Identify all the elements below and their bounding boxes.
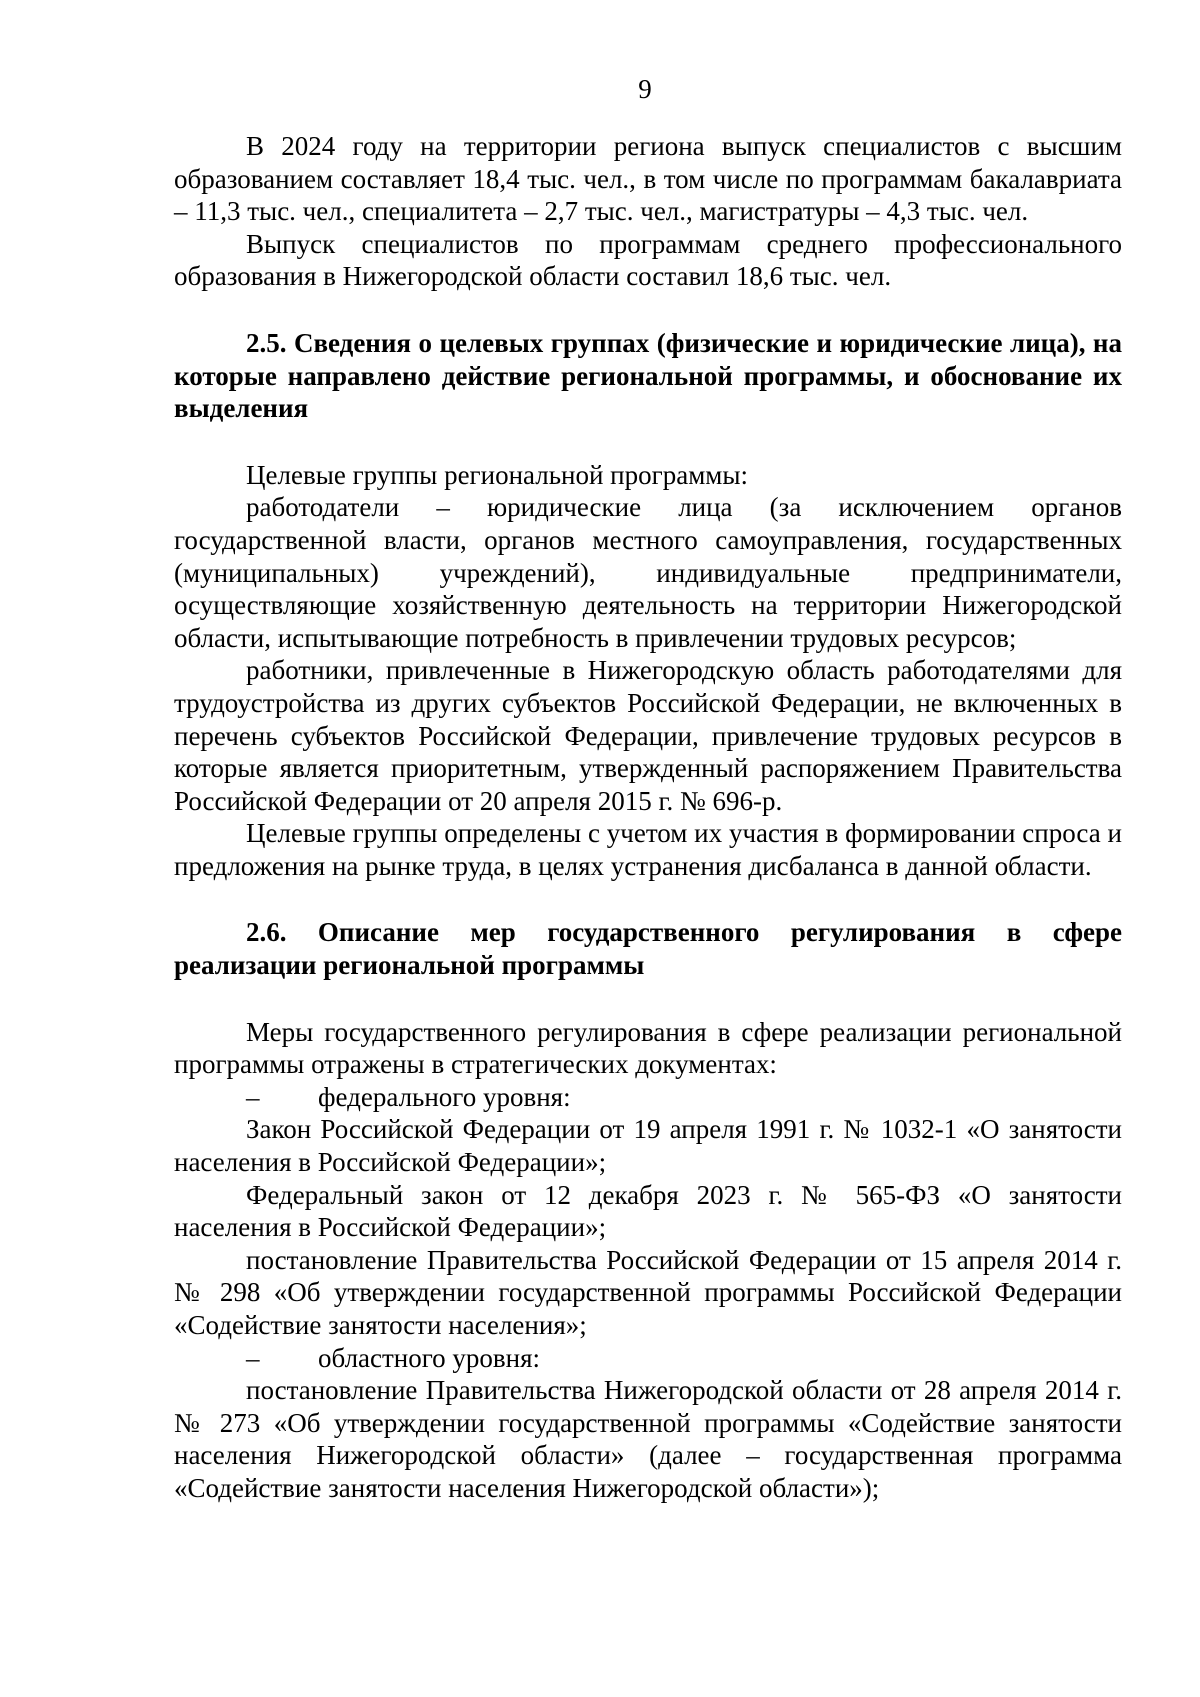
section-2-5-heading: 2.5. Сведения о целевых группах (физические и юридические лица), на которые направлено действие региональной программы, и обоснование их выделения [174, 327, 1122, 424]
federal-document-item: Закон Российской Федерации от 19 апреля 1991 г. № 1032-1 «О занятости населения в Российской Федерации»; [174, 1114, 1122, 1178]
federal-level-label [174, 1081, 1122, 1114]
intro-paragraph-graduates-higher: В 2024 году на территории региона выпуск специалистов с высшим образованием составляет 18,4 тыс. чел., в том числе по программам бакалавриата – 11,3 тыс. чел., специалитета – 2,7 тыс. чел., магистратуры – 4,3 тыс. чел. [174, 131, 1122, 227]
section-2-6-heading: 2.6. Описание мер государственного регулирования в сфере реализации региональной программы [174, 917, 1122, 981]
section-2-5-paragraph: работодатели – юридические лица (за исключением органов государственной власти, органов местного самоуправления, государственных (муниципальных) учреждений), индивидуальные предприниматели, осуществляющие хозяйственную деятельность на территории Нижегородской области, испытывающие потребность в привлечении трудовых ресурсов; [174, 492, 1122, 653]
page-number: 9 [638, 74, 652, 104]
section-2-5-paragraph: работники, привлеченные в Нижегородскую область работодателями для трудоустройства из других субъектов Российской Федерации, не включенных в перечень субъектов Российской Федерации, привлечение трудовых ресурсов в которые является приоритетным, утвержденный распоряжением Правительства Российской Федерации от 20 апреля 2015 г. № 696-р. [174, 655, 1122, 816]
intro-paragraph-graduates-vocational: Выпуск специалистов по программам среднего профессионального образования в Нижегородской области составил 18,6 тыс. чел. [174, 228, 1122, 292]
regional-document-item: постановление Правительства Нижегородской области от 28 апреля 2014 г. № 273 «Об утверждении государственной программы «Содействие занятости населения Нижегородской области» (далее – государственная программа «Содействие занятости населения Нижегородской области»); [174, 1375, 1122, 1503]
regional-level-label [174, 1342, 1122, 1375]
federal-document-item: Федеральный закон от 12 декабря 2023 г. № 565-ФЗ «О занятости населения в Российской Федерации»; [174, 1179, 1122, 1243]
section-2-5-paragraph: Целевые группы определены с учетом их участия в формировании спроса и предложения на рынке труда, в целях устранения дисбаланса в данной области. [174, 818, 1122, 881]
document-body [174, 130, 1122, 1505]
section-2-5-paragraph: Целевые группы региональной программы: [246, 459, 749, 490]
dash-marker: – [246, 1081, 260, 1112]
federal-document-item: постановление Правительства Российской Федерации от 15 апреля 2014 г. № 298 «Об утверждении государственной программы Российской Федерации «Содействие занятости населения»; [174, 1244, 1122, 1340]
regional-level-text: областного уровня: [318, 1342, 541, 1373]
dash-marker: – [246, 1342, 260, 1373]
federal-level-text: федерального уровня: [318, 1081, 571, 1112]
section-2-6-intro: Меры государственного регулирования в сфере реализации региональной программы отражены в стратегических документах: [174, 1016, 1122, 1080]
